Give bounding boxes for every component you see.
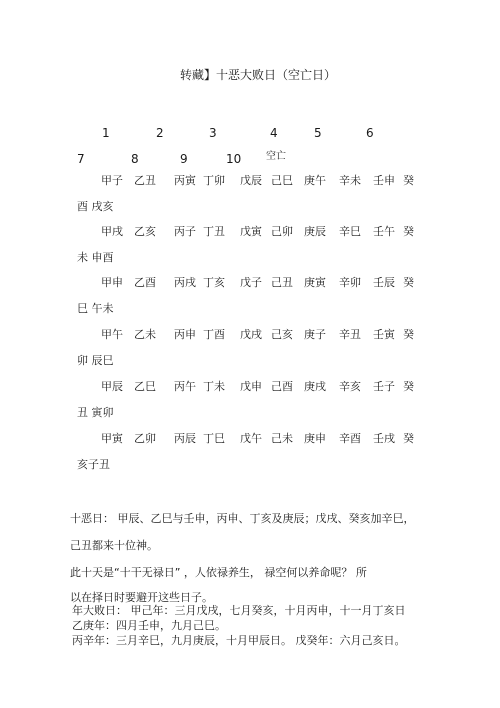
ganzhi-cell: 壬戌 [373, 432, 395, 445]
ganzhi-cell: 丙午 [174, 380, 196, 393]
kongwang-label: 空亡 [266, 151, 286, 162]
ganzhi-cell: 戊辰 [240, 174, 262, 187]
ganzhi-cell: 己亥 [271, 328, 293, 341]
ten-days-paragraph: 此十天是“十干无禄日” ，人依禄养生， 禄空何以养命呢？ 所 [70, 566, 367, 579]
choose-day-paragraph: 以在择日时要避开这些日子。 [70, 591, 213, 604]
ganzhi-cell: 癸 [403, 432, 414, 445]
number-label: 1 [102, 126, 110, 140]
ganzhi-cell: 丁丑 [203, 225, 225, 238]
ganzhi-cell: 壬申 [373, 174, 395, 187]
ganzhi-cell: 甲申 [101, 276, 123, 289]
ganzhi-cell: 庚子 [304, 328, 326, 341]
ganzhi-cell: 己巳 [271, 174, 293, 187]
shie-paragraph-line2: 己丑都来十位神。 [70, 539, 158, 552]
ganzhi-cell: 戊子 [240, 276, 262, 289]
page-title: 转藏】十恶大败日（空亡日） [180, 68, 337, 82]
ganzhi-cell: 丁亥 [203, 276, 225, 289]
dabai-line1: 年大败日： 甲己年：三月戊戌，七月癸亥，十月丙申，十一月丁亥日 [72, 604, 406, 617]
number-label: 10 [226, 152, 242, 166]
shie-paragraph-line1: 十恶日： 甲辰、乙巳与壬申，丙申、丁亥及庚辰；戊戌、癸亥加辛巳， [70, 512, 415, 525]
ganzhi-cell: 乙未 [134, 328, 156, 341]
number-label: 2 [156, 126, 164, 140]
ganzhi-cell: 辛亥 [339, 380, 361, 393]
ganzhi-cell: 壬辰 [373, 276, 395, 289]
ganzhi-cell: 乙丑 [134, 174, 156, 187]
ganzhi-cell: 丙戌 [174, 276, 196, 289]
ganzhi-cell: 乙亥 [134, 225, 156, 238]
ganzhi-cell: 戊午 [240, 432, 262, 445]
ganzhi-wrap-line: 卯 辰巳 [77, 354, 114, 367]
dabai-line2: 乙庚年：四月壬申，九月己巳。 [72, 619, 226, 632]
number-label: 5 [314, 126, 322, 140]
ganzhi-cell: 庚辰 [304, 225, 326, 238]
ganzhi-cell: 庚申 [304, 432, 326, 445]
ganzhi-cell: 乙巳 [134, 380, 156, 393]
ganzhi-cell: 辛酉 [339, 432, 361, 445]
ganzhi-cell: 丁酉 [203, 328, 225, 341]
ganzhi-cell: 庚戌 [304, 380, 326, 393]
ganzhi-cell: 戊寅 [240, 225, 262, 238]
ganzhi-cell: 丁卯 [203, 174, 225, 187]
ganzhi-cell: 丙子 [174, 225, 196, 238]
ganzhi-cell: 庚午 [304, 174, 326, 187]
ganzhi-cell: 丁巳 [203, 432, 225, 445]
ganzhi-cell: 甲辰 [101, 380, 123, 393]
ganzhi-cell: 癸 [403, 225, 414, 238]
number-label: 4 [270, 126, 278, 140]
ganzhi-cell: 辛未 [339, 174, 361, 187]
ganzhi-cell: 甲午 [101, 328, 123, 341]
ganzhi-wrap-line: 酉 戌亥 [77, 200, 114, 213]
ganzhi-cell: 己丑 [271, 276, 293, 289]
ganzhi-cell: 丙辰 [174, 432, 196, 445]
ganzhi-cell: 戊戌 [240, 328, 262, 341]
ganzhi-cell: 庚寅 [304, 276, 326, 289]
ganzhi-cell: 壬午 [373, 225, 395, 238]
ganzhi-cell: 壬寅 [373, 328, 395, 341]
ganzhi-cell: 甲寅 [101, 432, 123, 445]
ganzhi-cell: 乙卯 [134, 432, 156, 445]
ganzhi-cell: 癸 [403, 174, 414, 187]
ganzhi-cell: 戊申 [240, 380, 262, 393]
ganzhi-cell: 癸 [403, 276, 414, 289]
ganzhi-cell: 己卯 [271, 225, 293, 238]
number-label: 6 [366, 126, 374, 140]
ganzhi-cell: 癸 [403, 328, 414, 341]
ganzhi-wrap-line: 丑 寅卯 [77, 406, 114, 419]
ganzhi-cell: 丙寅 [174, 174, 196, 187]
dabai-line3: 丙辛年：三月辛巳，九月庚辰，十月甲辰日。 戊癸年：六月己亥日。 [72, 634, 406, 647]
ganzhi-cell: 辛丑 [339, 328, 361, 341]
number-label: 8 [131, 152, 139, 166]
ganzhi-cell: 己酉 [271, 380, 293, 393]
ganzhi-wrap-line: 巳 午未 [77, 302, 114, 315]
ganzhi-cell: 辛巳 [339, 225, 361, 238]
number-label: 3 [209, 126, 217, 140]
ganzhi-cell: 己未 [271, 432, 293, 445]
number-label: 9 [180, 152, 188, 166]
ganzhi-cell: 甲子 [101, 174, 123, 187]
ganzhi-cell: 癸 [403, 380, 414, 393]
ganzhi-wrap-line: 亥子丑 [77, 458, 110, 471]
ganzhi-cell: 乙酉 [134, 276, 156, 289]
ganzhi-wrap-line: 未 申酉 [77, 251, 114, 264]
ganzhi-cell: 壬子 [373, 380, 395, 393]
number-label: 7 [77, 152, 85, 166]
ganzhi-cell: 丙申 [174, 328, 196, 341]
ganzhi-cell: 甲戌 [101, 225, 123, 238]
ganzhi-cell: 辛卯 [339, 276, 361, 289]
ganzhi-cell: 丁未 [203, 380, 225, 393]
